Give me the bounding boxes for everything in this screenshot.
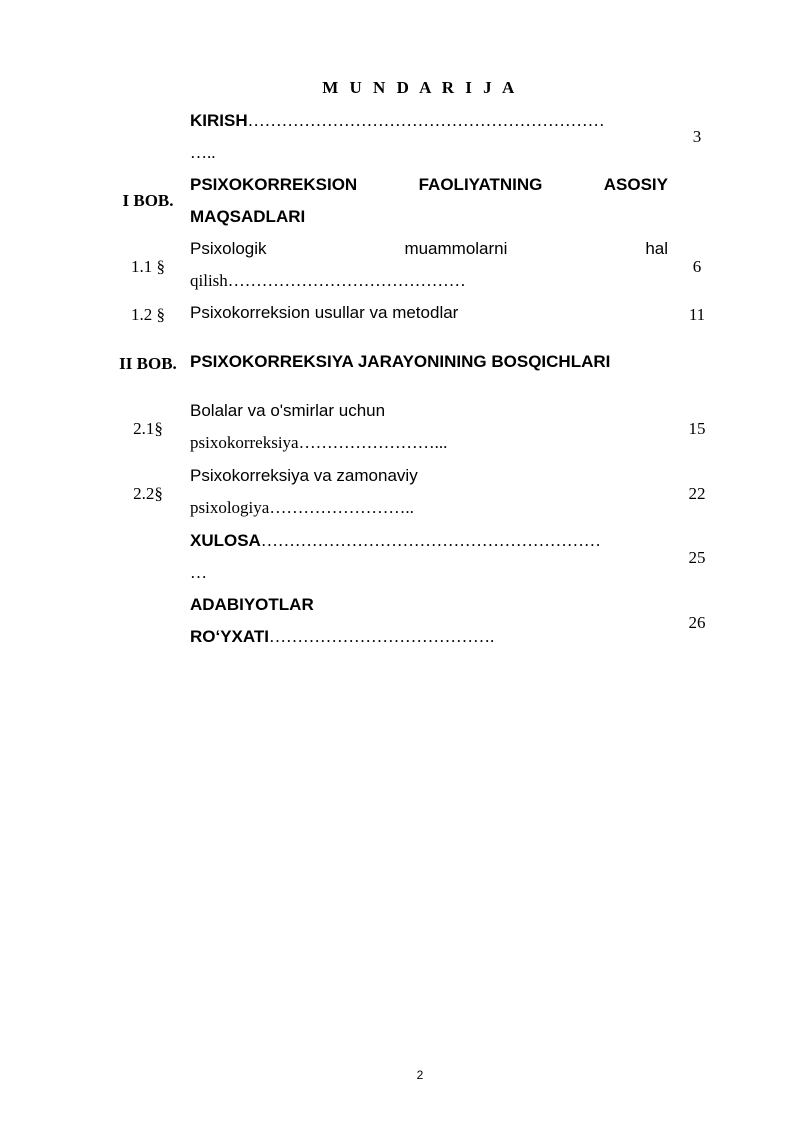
toc-page-number: 6 [692,257,702,276]
toc-section-number: 1.1 § [131,257,165,276]
toc-text-line: qilish…………………………………… [190,271,466,290]
toc-page-number: 26 [688,613,706,632]
toc-heading-kirish: KIRISH [190,111,248,130]
toc-page-number: 3 [692,127,702,146]
toc-leader-dots: …………………………………. [269,627,495,646]
toc-leader-dots: ……………………………………………………… [247,111,605,130]
toc-heading-line: PSIXOKORREKSIYA JARAYONINING BOSQICHLARI [190,352,611,371]
toc-section-number: 2.2§ [133,484,163,503]
toc-heading-word: FAOLIYATNING [418,175,543,194]
toc-heading-line: ADABIYOTLAR [190,595,314,614]
toc-chapter-number: II BOB. [119,354,177,373]
toc-leader-dots: …………………………………………………… [260,531,601,550]
toc-heading-word: PSIXOKORREKSION [190,175,358,194]
toc-page-number: 15 [688,419,706,438]
toc-text-line: Psixokorreksion usullar va metodlar [190,303,459,322]
toc-text-line: psixologiya…………………….. [190,498,414,517]
toc-leader-dots: ….. [190,143,216,162]
toc-page-number: 22 [688,484,706,503]
toc-section-number: 2.1§ [133,419,163,438]
toc-heading-line: MAQSADLARI [190,207,306,226]
toc-text-word: hal [645,239,668,258]
toc-text-line: Psixokorreksiya va zamonaviy [190,466,418,485]
toc-text-word: Psixologik [190,239,267,258]
document-title: M U N D A R I J A [322,78,518,97]
toc-heading-xulosa: XULOSA [190,531,261,550]
page-footer-number: 2 [416,1068,424,1082]
toc-text-line: psixokorreksiya……………………... [190,433,448,452]
toc-leader-dots: … [190,563,207,582]
toc-page-number: 25 [688,548,706,567]
toc-text-word: muammolarni [404,239,508,258]
toc-section-number: 1.2 § [131,305,165,324]
toc-heading-line: RO‘YXATI [190,627,270,646]
toc-text-line: Bolalar va o'smirlar uchun [190,401,386,420]
toc-heading-word: ASOSIY [603,175,668,194]
toc-page-number: 11 [688,305,706,324]
toc-chapter-number: I BOB. [122,191,174,210]
